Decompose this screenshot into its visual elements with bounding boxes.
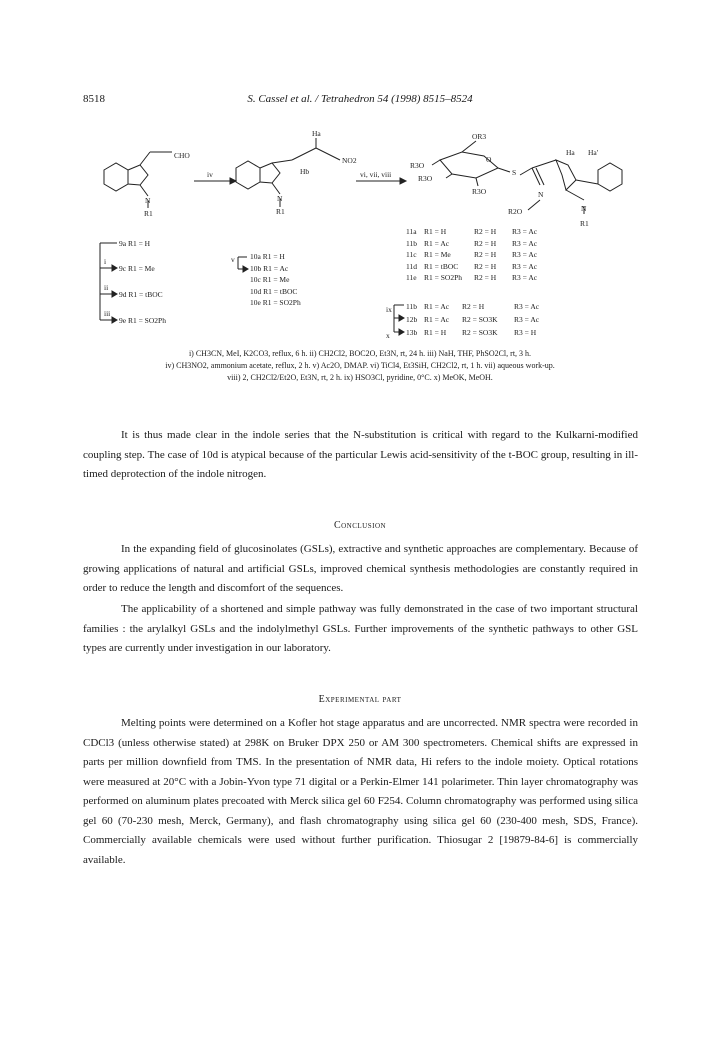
label-r3o-2: R3O: [418, 174, 433, 183]
indole-benzene-ring-1: [104, 163, 128, 191]
label-r1-c: R1: [580, 219, 589, 228]
label-n1: N: [145, 196, 151, 205]
label-hb: Hb: [300, 167, 310, 176]
series-10-list: [250, 251, 301, 309]
compound-10e: 10e R1 = SO2Ph: [250, 298, 301, 307]
paragraph-conclusion-2: The applicability of a shortened and simple pathway was fully demonstrated in the case of two important structural families : the arylalkyl GSLs and the indolylmethyl GSLs. Further improvements of the synthetic pathways to other GSL types are currently under investigation in our laboratory.: [83, 603, 638, 654]
indole-pyrrole-ring-3: [556, 160, 576, 190]
label-o-ring: O: [486, 155, 492, 164]
label-or3: OR3: [472, 132, 487, 141]
experimental-heading: Experimental part: [318, 694, 402, 705]
label-step-iii: iii: [104, 309, 111, 318]
label-ha-2: Ha: [566, 148, 575, 157]
paragraph-experimental: Melting points were determined on a Kofler hot stage apparatus and are uncorrected. NMR spectra were recorded in CDCl3 (unless otherwise stated) at 298K on Bruker DPX 250 or AM 300 spectrometers. Chemical shifts are expressed in parts per million downfield from TMS. In the presentation of NMR data, Hi refers to the indole moiety. Optical rotations were measured at 20°C with a Jobin-Yvon type 71 digital or a Perkin-Elmer 141 polarimeter. Thin layer chromatography was performed on aluminum plates precoated with Merck silica gel 60 F254. Column chromatography was performed using silica gel 60 (70-230 mesh, Merck, Germany), and flash chromatography using silica gel 60 (230-400 mesh, SDS, France). Commercially available chemicals were used without further purification. Thiosugar 2 [19879-84-6] is commercially available.: [83, 717, 638, 866]
conditions-line-3: viii) 2, CH2Cl2/Et2O, Et3N, rt, 2 h. ix) HSO3Cl, pyridine, 0°C. x) MeOK, MeOH.: [227, 373, 493, 382]
compound-9d: 9d R1 = tBOC: [119, 290, 163, 299]
label-step-vi: vi, vii, viii: [360, 170, 392, 179]
compound-11a-row: 11a R1 = H R2 = H R3 = Ac: [406, 227, 538, 236]
compound-13b-row: 13b R1 = H R2 = SO3K R3 = H: [406, 328, 537, 337]
compound-11d-row: 11d R1 = tBOC R2 = H R3 = Ac: [406, 261, 538, 271]
label-n3: N: [538, 190, 544, 199]
compound-9c: 9c R1 = Me: [119, 264, 155, 273]
label-r1-a: R1: [144, 209, 153, 218]
label-cho: CHO: [174, 151, 190, 160]
label-step-ix: ix: [386, 305, 392, 314]
compound-10b: 10b R1 = Ac: [250, 263, 289, 273]
label-step-i: i: [104, 257, 107, 266]
label-no2: NO2: [342, 156, 357, 165]
label-r1-b: R1: [276, 207, 285, 216]
label-ha-prime: Ha': [588, 148, 599, 157]
compound-11b-row-2: 11b R1 = Ac R2 = H R3 = Ac: [406, 302, 540, 311]
series-11-table: [406, 226, 537, 284]
indole-benzene-ring-2: [236, 161, 260, 189]
compound-12b-row: 12b R1 = Ac R2 = SO3K R3 = Ac: [406, 315, 540, 324]
reaction-scheme: [0, 0, 720, 480]
reaction-conditions: [60, 348, 660, 384]
page-number: 8518: [83, 93, 105, 105]
paragraph-n-substitution: It is thus made clear in the indole series that the N-substitution is critical with regard to the Kulkarni-modified coupling step. The case of 10d is atypical because of the particular Lewis acid-sensitivity of the t-BOC group, resulting in ill-timed deprotection of the indole nitrogen.: [83, 429, 638, 480]
series-12-table: [406, 300, 539, 339]
compound-11b-row: 11b R1 = Ac R2 = H R3 = Ac: [406, 238, 538, 248]
label-s: S: [512, 168, 517, 177]
label-n4: N: [581, 204, 587, 213]
conditions-line-1: i) CH3CN, MeI, K2CO3, reflux, 6 h. ii) CH2Cl2, BOC2O, Et3N, rt, 24 h. iii) NaH, THF, PhSO2Cl, rt, 3 h.: [188, 349, 532, 358]
compound-11e-row: 11e R1 = SO2Ph R2 = H R3 = Ac: [406, 273, 538, 282]
label-n2: N: [277, 194, 283, 203]
paragraph-conclusion-1: In the expanding field of glucosinolates (GSLs), extractive and synthetic approaches are complementary. Because of growing applications of natural and artificial GSLs, improved chemical synthesis methodologies are constantly required in order to reduce the length and discomfort of the sequences.: [83, 543, 638, 594]
label-r3o-1: R3O: [410, 161, 425, 170]
compound-9a: 9a R1 = H: [119, 239, 151, 248]
compound-10c: 10c R1 = Me: [250, 275, 290, 284]
compound-10d: 10d R1 = tBOC: [250, 286, 298, 296]
indole-benzene-ring-3: [598, 163, 622, 191]
label-r2o: R2O: [508, 207, 523, 216]
compound-11c-row: 11c R1 = Me R2 = H R3 = Ac: [406, 250, 538, 259]
conditions-line-2: iv) CH3NO2, ammonium acetate, reflux, 2 h. v) Ac2O, DMAP. vi) TiCl4, Et3SiH, CH2Cl2, rt, 1 h. vii) aqueous work-up.: [165, 361, 555, 370]
indole-pyrrole-ring-1: [128, 165, 148, 185]
label-step-iv: iv: [207, 170, 213, 179]
label-step-ii: ii: [104, 283, 109, 292]
compound-9e: 9e R1 = SO2Ph: [119, 316, 166, 325]
conclusion-heading: Conclusion: [333, 520, 387, 531]
label-ha: Ha: [312, 129, 321, 138]
running-head: S. Cassel et al. / Tetrahedron 54 (1998) 8515–8524: [247, 93, 473, 105]
label-step-x: x: [386, 331, 390, 340]
label-step-v: v: [231, 255, 235, 264]
compound-10a: 10a R1 = H: [250, 252, 285, 261]
label-r3o-3: R3O: [472, 187, 487, 196]
indole-pyrrole-ring-2: [260, 163, 280, 183]
